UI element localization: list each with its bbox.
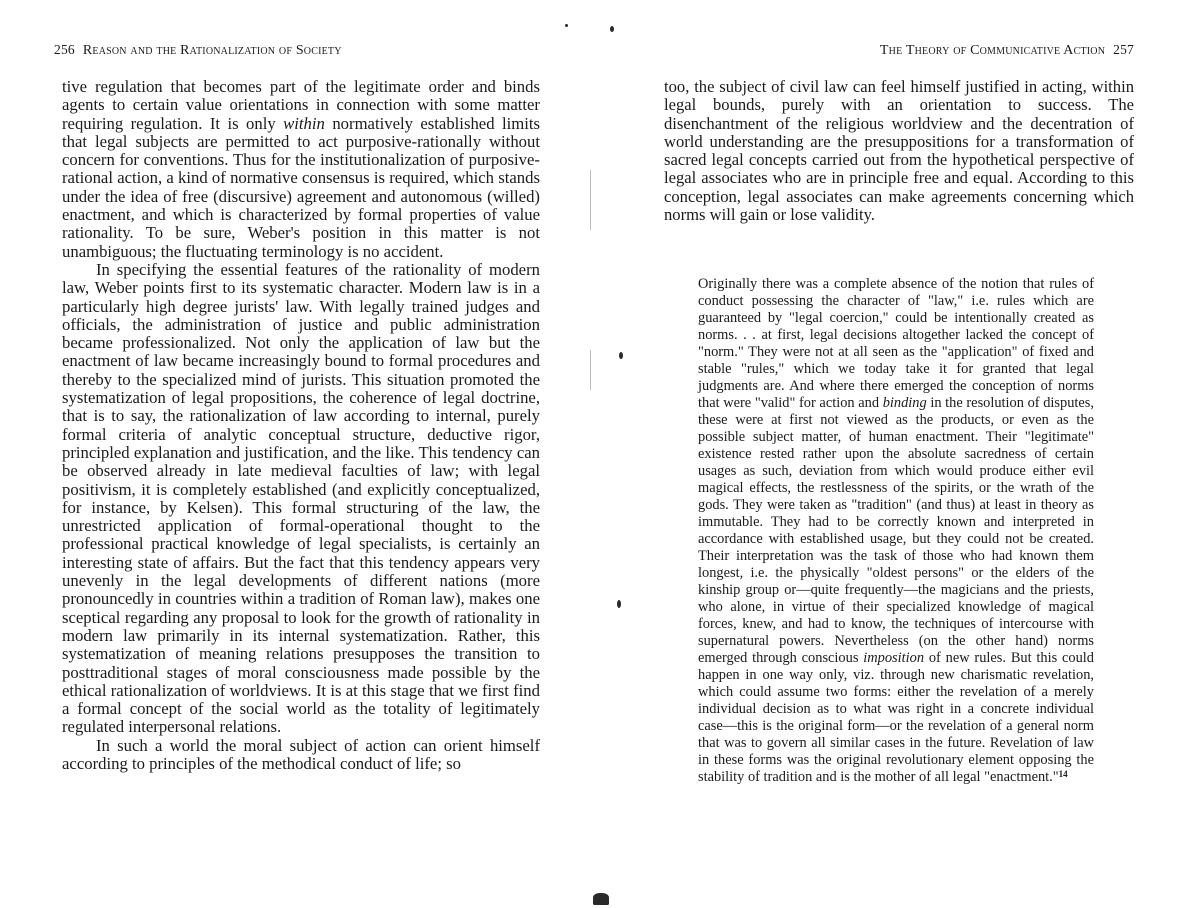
text-run: In specifying the essential features of the rationality of modern law, Weber points first to its systematic character. Modern law is in a particularly high degree jurists' law. With legally trained judges and officials, the administration of justice and public administration became professionalized. Not only the application of law but the enactment of law became increasingly bound to formal procedures and thereby to the specialized mind of jurists. This situation promoted the systematization of legal propositions, the coherence of legal doctrine, that is to say, the rationalization of law according to internal, purely formal criteria of analytic conceptual structure, deductive rigor, principled explanation and justification, and the like. This tendency can be observed already in late medieval faculties of law; with legal positivism, it is completely established (and explicitly conceptualized, for instance, by Kelsen). This formal structuring of the law, the unrestricted application of formal-operational thought to the professional practical knowledge of legal specialists, is certainly an interesting state of affairs. But the fact that this tendency appears very unevenly in the legal developments of different nations (more pronouncedly in countries within a tradition of Roman law), makes one sceptical regarding any proposal to look for the growth of rationality in modern law primarily in its internal systematization. Rather, this systematization of meaning relations presupposes the transition to posttraditional stages of moral consciousness made possible by the ethical rationalization of worldviews. It is at this stage that we first find a formal concept of the social world as the totality of legitimately regulated interpersonal relations. — [62, 259, 540, 737]
left-page — [54, 0, 540, 908]
running-head-left — [54, 42, 540, 59]
page-number-left: 256 — [54, 42, 75, 57]
italic-text: within — [283, 113, 325, 133]
gutter-shadow — [590, 350, 591, 390]
text-run: of new rules. But this could happen in one way only, viz. through new charismatic revelation, which could assume two forms: either the revelation of a merely individual decision as to what was right in a concrete individual case—this is the original form—or the revelation of a general norm that was to govern all similar cases in the future. Revelation of law in these forms was the original revolutionary element opposing the stability of tradition and is the mother of all legal "enactment." — [698, 650, 1094, 785]
right-body-text — [664, 78, 1134, 224]
running-head-right — [662, 42, 1134, 59]
gutter-smudge — [619, 352, 623, 359]
page-number-right: 257 — [1113, 42, 1134, 57]
italic-text: binding — [882, 395, 927, 411]
footnote-ref: 14 — [1058, 769, 1068, 779]
gutter-smudge — [565, 24, 568, 27]
gutter-smudge — [610, 26, 614, 32]
block-quote-text — [698, 276, 1094, 786]
text-run: In such a world the moral subject of action can orient himself according to principles of the methodical conduct of life; so — [62, 735, 540, 773]
paragraph — [62, 78, 540, 261]
text-run: Originally there was a complete absence of the notion that rules of conduct possessing the character of "law," i.e. rules which are guaranteed by "legal coercion," could be intentionally created as norms. . . at first, legal decisions altogether lacked the concept of "norm." They were not at all seen as the "application" of fixed and stable "rules," which we today take it for granted that legal judgments are. And where there emerged the conception of norms that were "valid" for action and — [698, 276, 1094, 411]
paragraph — [664, 78, 1134, 224]
gutter — [555, 0, 635, 908]
italic-text: imposition — [863, 650, 925, 666]
text-run: in the resolution of disputes, these were at first not viewed as the products, or even as the possible subject matter, of human enactment. Their "legitimate" existence rested rather upon the absolute sacredness of certain usages as such, deviation from which would produce either evil magical effects, the restlessness of the spirits, or the wrath of the gods. They were taken as "tradition" (and thus) at least in theory as immutable. They had to be correctly known and interpreted in accordance with established usage, but they could not be created. Their interpretation was the task of those who had known them longest, i.e. the physically "oldest persons" or the elders of the kinship group or—quite frequently—the magicians and the priests, who alone, in virtue of their specialized knowledge of magical forces, knew, and had to know, the techniques of intercourse with supernatural powers. Nevertheless (on the other hand) norms emerged through conscious — [698, 395, 1095, 666]
paragraph — [62, 737, 540, 774]
text-run: too, the subject of civil law can feel himself justified in acting, within legal bounds, purely with an orientation to success. The disenchantment of the religious worldview and the decentration of world understanding are the presuppositions for a transformation of sacred legal concepts carried out from the hypothetical perspective of legal associates who are in principle free and equal. According to this conception, legal associates can make agreements concerning which norms will gain or lose validity. — [664, 77, 1134, 225]
gutter-smudge — [593, 893, 609, 905]
text-run: tive regulation that becomes part of the legitimate order and binds agents to certain value orientations in connection with some matter requiring regulation. It is only — [62, 77, 540, 133]
text-run: normatively established limits that legal subjects are permitted to act purposive-rationally without concern for conventions. Thus for the institutionalization of purposive-rational action, a kind of normative consensus is required, which stands under the idea of free (discursive) agreement and autonomous (willed) enactment, and which is characterized by formal properties of value rationality. To be sure, Weber's position in this matter is not unambiguous; the fluctuating terminology is no accident. — [62, 113, 540, 261]
right-page — [662, 0, 1134, 908]
gutter-smudge — [617, 600, 621, 608]
paragraph — [62, 261, 540, 737]
gutter-shadow — [590, 170, 591, 230]
running-title-right: The Theory of Communicative Action — [879, 43, 1106, 58]
left-body-text — [62, 78, 540, 773]
block-quote — [698, 276, 1094, 786]
running-title-left: Reason and the Rationalization of Society — [82, 43, 342, 58]
